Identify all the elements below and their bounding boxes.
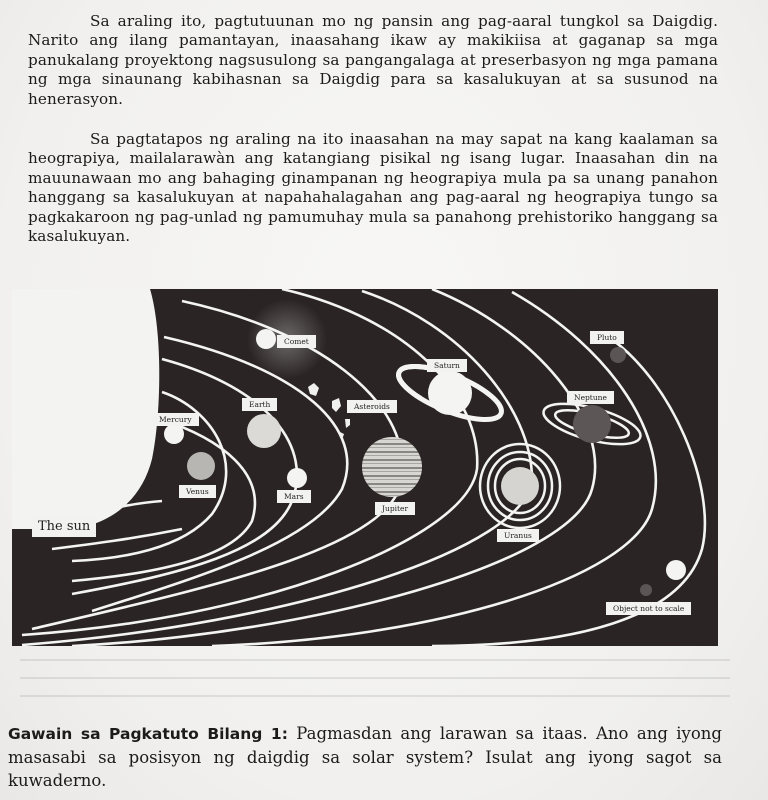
- comet-shape: [256, 329, 276, 349]
- label-asteroids: Asteroids: [347, 400, 397, 413]
- label-the-sun: The sun: [32, 517, 96, 537]
- activity-text: Pagmasdan ang larawan sa itaas. Ano ang iyong masasabi sa posisyon ng daigdig sa solar system? Isulat ang iyong sagot sa kuwaderno.: [8, 724, 722, 790]
- jupiter-shape: [362, 437, 422, 497]
- label-pluto: Pluto: [590, 331, 624, 344]
- objectives-paragraph-text: Sa pagtatapos ng araling na ito inaasahan na may sapat na kang kaalaman sa heograpiya, mailalarawàn ang katangiang pisikal ng isang lugar. Inaasahan din na mauunawaan mo ang bahaging ginampanan ng heograpiya mula pa sa unang panahon hanggang sa kasalukuyan at napahahalagahan ang pag-aaral ng heograpiya tungo sa pagkakaroon ng pag-unlad ng pamumuhay mula sa panahong prehistoriko hanggang sa kasalukuyan.: [28, 130, 718, 246]
- label-earth: Earth: [242, 398, 277, 411]
- label-comet: Comet: [277, 335, 316, 348]
- label-neptune: Neptune: [567, 391, 614, 404]
- activity-instruction: [8, 722, 722, 792]
- label-venus: Venus: [179, 485, 216, 498]
- intro-paragraph: [28, 12, 718, 109]
- sun-shape: [12, 289, 159, 529]
- asteroid-shapes: [308, 383, 350, 440]
- mars-shape: [287, 468, 307, 488]
- venus-shape: [187, 452, 215, 480]
- label-mars: Mars: [277, 490, 311, 503]
- objectives-paragraph: [28, 130, 718, 246]
- label-uranus: Uranus: [497, 529, 539, 542]
- activity-heading: Gawain sa Pagkatuto Bilang 1:: [8, 725, 288, 743]
- label-object-not-to-scale: Object not to scale: [606, 602, 691, 615]
- legend-gray-dot: [640, 584, 652, 596]
- label-jupiter: Jupiter: [375, 502, 415, 515]
- label-mercury: Mercury: [152, 413, 199, 426]
- solar-system-diagram: [12, 289, 718, 646]
- pluto-shape: [610, 347, 626, 363]
- bleed-through-text: [0, 650, 768, 710]
- earth-shape: [247, 414, 281, 448]
- uranus-shape: [480, 444, 560, 528]
- mercury-shape: [164, 424, 184, 444]
- intro-paragraph-text: Sa araling ito, pagtutuunan mo ng pansin ang pag-aaral tungkol sa Daigdig. Narito ang ilang pamantayan, inaasahang ikaw ay makikiisa at gaganap sa mga panukalang proyektong nagsusulong sa pangangalaga at preserbasyon ng mga pamana ng mga sinaunang kabihasnan sa Daigdig para sa kasalukuyan at sa susunod na henerasyon.: [28, 12, 718, 108]
- label-saturn: Saturn: [427, 359, 467, 372]
- legend-white-dot: [666, 560, 686, 580]
